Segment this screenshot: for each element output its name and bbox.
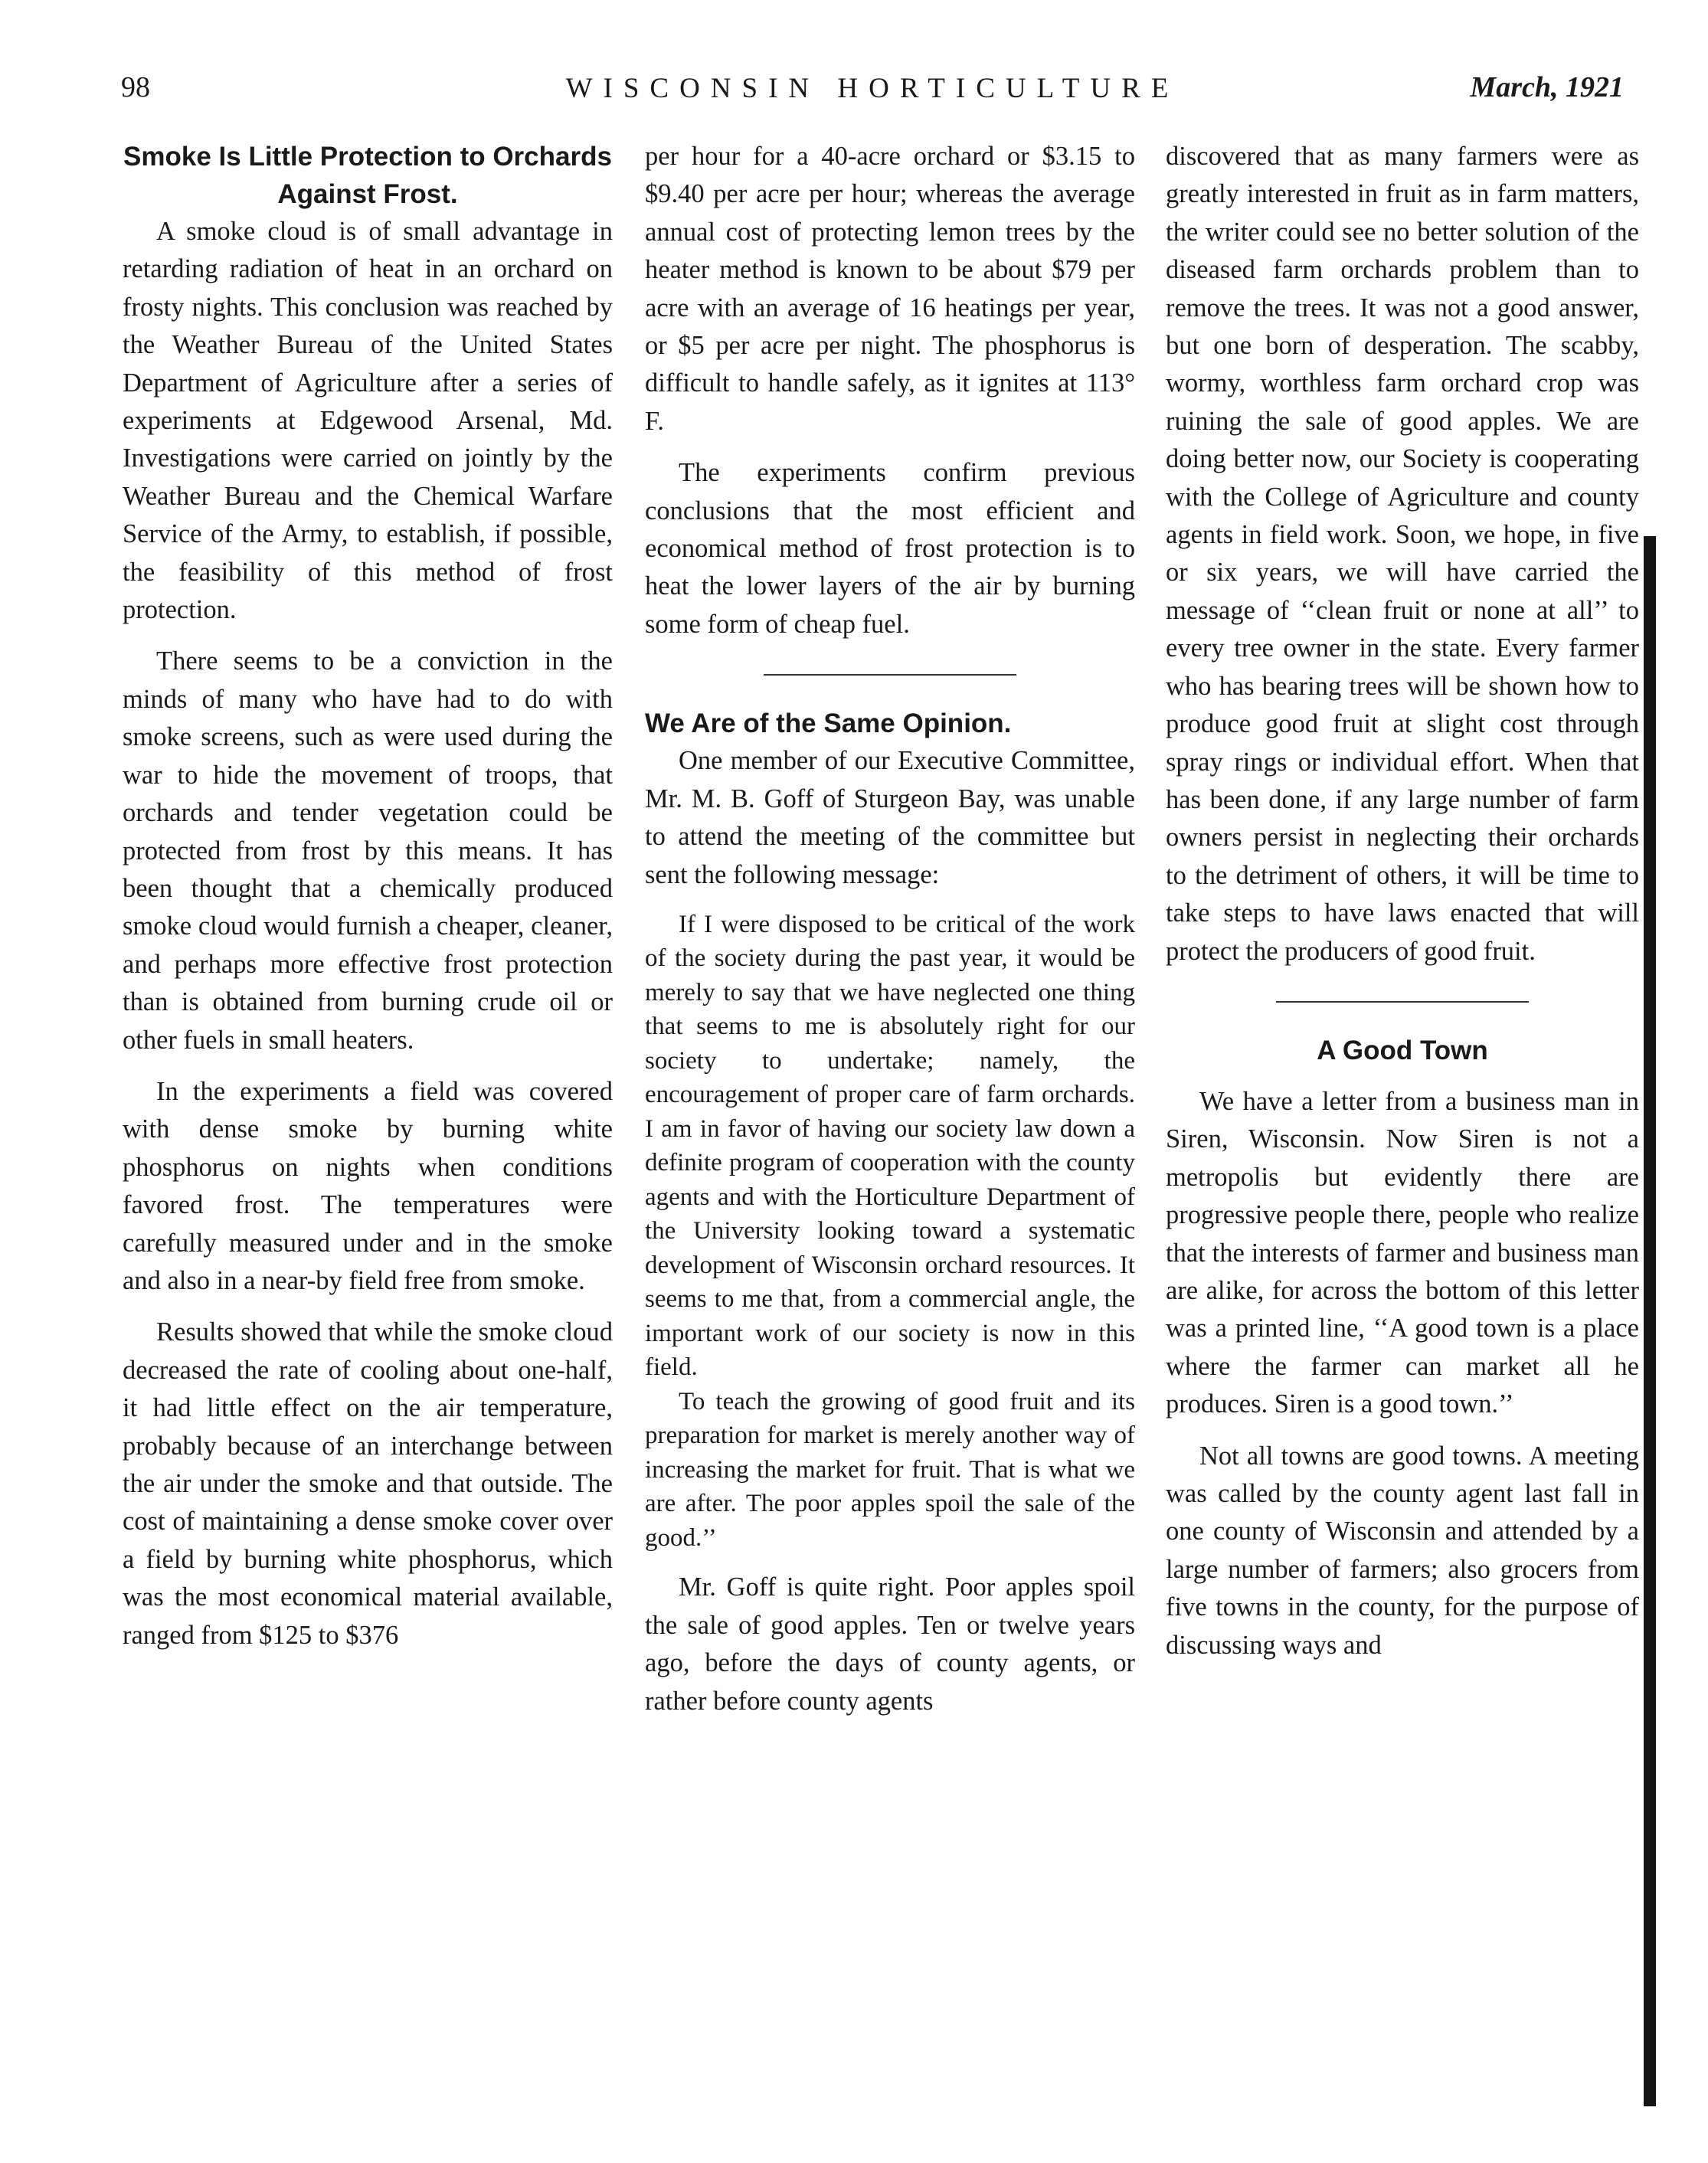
paragraph-continued: discovered that as many farmers were as greatly interested in fruit as in farm matters, the writer could see no better solution of the diseased farm orchards problem than to remove the trees. It was not a good answer, but one born of desperation. The scabby, wormy, worthless farm orchard crop was ruining the sale of good apples. We are doing better now, our Society is cooperating with the College of Agriculture and county agents in field work. Soon, we hope, in five or six years, we will have carried the message of ‘‘clean fruit or none at all’’ to every tree owner in the state. Every farmer who has bearing trees will be shown how to produce good fruit at slight cost through spray rings or individual effort. When that has been done, if any large number of farm owners persist in neglecting their orchards to the detriment of others, it will be time to take steps to have laws enacted that will protect the producers of good fruit. bbox=[1166, 142, 1639, 966]
page-edge-shadow bbox=[1644, 536, 1656, 2106]
paragraph: In the experiments a field was covered with dense smoke by burning white phosphorus on nights when conditions favored frost. The temperatures were carefully measured under and in the smoke and also in a near-by field free from smoke. bbox=[123, 1076, 613, 1295]
page-number: 98 bbox=[121, 71, 150, 103]
paragraph: One member of our Executive Committee, Mr. M. B. Goff of Sturgeon Bay, was unable to attend the meeting of the committee but sent the following message: bbox=[645, 746, 1135, 889]
article-title-smoke: Smoke Is Little Protection to Orchards Against Frost. bbox=[123, 142, 612, 209]
paragraph: The experiments confirm previous conclusions that the most efficient and economical method of frost protection is to heat the lower layers of the air by burning some form of cheap fuel. bbox=[645, 458, 1135, 639]
running-title: WISCONSIN HORTICULTURE bbox=[565, 73, 1180, 104]
section-divider bbox=[764, 674, 1016, 676]
paragraph-continued: per hour for a 40-acre orchard or $3.15 to $9.40 per acre per hour; whereas the average annual cost of protecting lemon trees by the heater method is known to be about $79 per acre with an average of 16 heatings per year, or $5 per acre per night. The phosphorus is difficult to handle safely, as it ignites at 113° F. bbox=[645, 142, 1135, 436]
paragraph: There seems to be a conviction in the minds of many who have had to do with smoke screens, such as were used during the war to hide the movement of troops, that orchards and tender vegetation could be protected from frost by this means. It has been thought that a chemically produced smoke cloud would furnish a cheaper, cleaner, and perhaps more effective frost protection than is obtained from burning crude oil or other fuels in small heaters. bbox=[123, 646, 613, 1055]
section-divider bbox=[1276, 1001, 1529, 1003]
article-title-same-opinion: We Are of the Same Opinion. bbox=[645, 708, 1012, 739]
paragraph: Not all towns are good towns. A meeting was called by the county agent last fall in one county of Wisconsin and attended by a large number of farmers; also grocers from five towns in the county, for the purpose of discussing ways and bbox=[1166, 1441, 1639, 1660]
quoted-letter-paragraph: To teach the growing of good fruit and its preparation for market is merely another way of increasing the market for fruit. That is what we are after. The poor apples spoil the sale of the good.’’ bbox=[645, 1387, 1135, 1552]
paragraph: A smoke cloud is of small advantage in retarding radiation of heat in an orchard on frosty nights. This conclusion was reached by the Weather Bureau of the United States Department of Agriculture after a series of experiments at Edgewood Arsenal, Md. Investigations were carried on jointly by the Weather Bureau and the Chemical Warfare Service of the Army, to establish, if possible, the feasibility of this method of frost protection. bbox=[123, 217, 613, 625]
column-3 bbox=[1166, 138, 1639, 1664]
paragraph: We have a letter from a business man in Siren, Wisconsin. Now Siren is not a metropolis but evidently there are progressive people there, people who realize that the interests of farmer and business man are alike, for across the bottom of this letter was a printed line, ‘‘A good town is a place where the farmer can market all he produces. Siren is a good town.’’ bbox=[1166, 1086, 1639, 1419]
article-title-good-town: A Good Town bbox=[1317, 1035, 1488, 1065]
issue-date: March, 1921 bbox=[1470, 71, 1624, 103]
quoted-letter-paragraph: If I were disposed to be critical of the work of the society during the past year, it would be merely to say that we have neglected one thing that seems to me is absolutely right for our society to undertake; namely, the encouragement of proper care of farm orchards. I am in favor of having our society law down a definite program of cooperation with the county agents and with the Horticulture Department of the University looking toward a systematic development of Wisconsin orchard resources. It seems to me that, from a commercial angle, the important work of our society is now in this field. bbox=[645, 910, 1135, 1382]
paragraph: Mr. Goff is quite right. Poor apples spoil the sale of good apples. Ten or twelve years ago, before the days of county agents, or rather before county agents bbox=[645, 1572, 1135, 1716]
column-2 bbox=[645, 138, 1135, 1720]
paragraph: Results showed that while the smoke cloud decreased the rate of cooling about one-half, it had little effect on the air temperature, probably because of an interchange between the air under the smoke and that outside. The cost of maintaining a dense smoke cover over a field by burning white phosphorus, which was the most economical material available, ranged from $125 to $376 bbox=[123, 1317, 614, 1650]
column-1 bbox=[123, 138, 613, 1654]
page-header bbox=[121, 70, 1624, 116]
